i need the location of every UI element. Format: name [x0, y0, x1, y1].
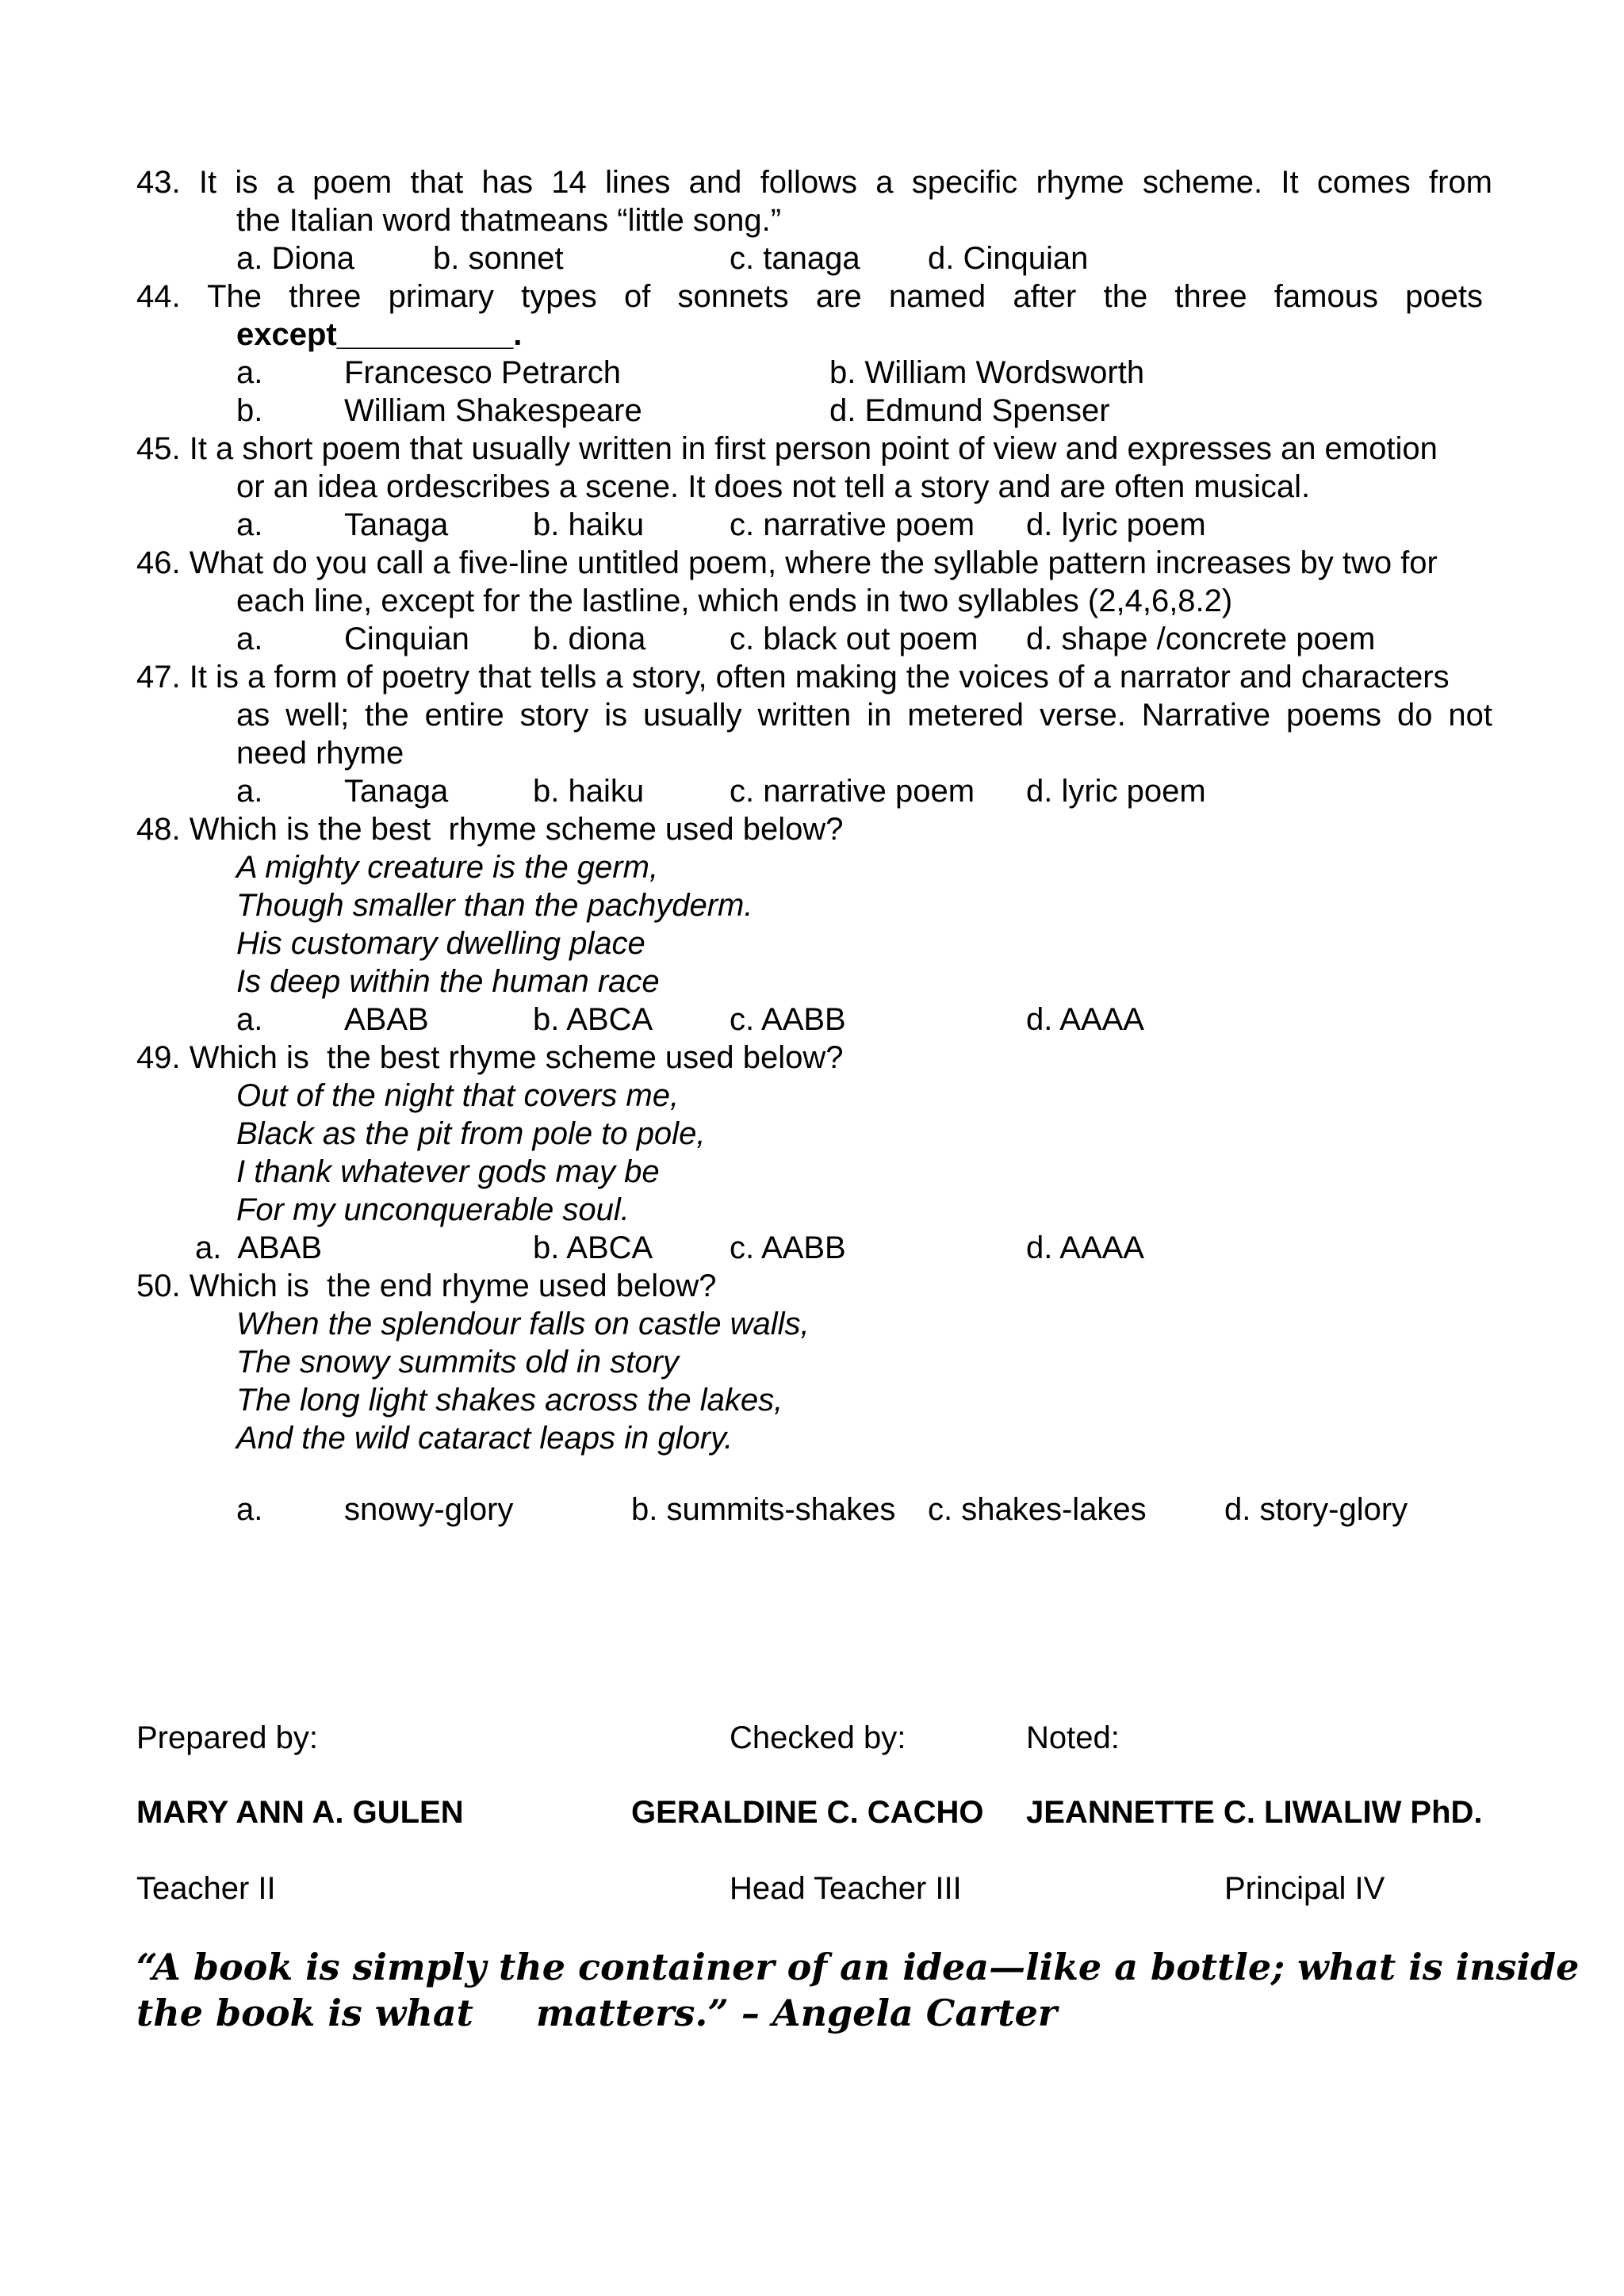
q47-stem-line2: as well; the entire story is usually written in metered verse. Narrative poems do not	[236, 698, 1492, 733]
q49-poem-line: Black as the pit from pole to pole,	[236, 1116, 706, 1151]
q50-poem-line: When the splendour falls on castle walls,	[236, 1307, 810, 1341]
q48-option-c: c. AABB	[730, 1002, 846, 1037]
q47-option-b: b. haiku	[533, 774, 645, 809]
q48-option-a: ABAB	[344, 1002, 429, 1037]
q49-poem-line: Out of the night that covers me,	[236, 1078, 680, 1113]
q48-poem-line: His customary dwelling place	[236, 926, 645, 961]
q44-option-d: d. Edmund Spenser	[829, 393, 1110, 428]
checked-by-title: Head Teacher III	[730, 1871, 962, 1906]
q47-option-c: c. narrative poem	[730, 774, 975, 809]
q48-option-b: b. ABCA	[533, 1002, 653, 1037]
q45-option-c: c. narrative poem	[730, 507, 975, 542]
q44-option-b: b. William Wordsworth	[829, 355, 1145, 390]
q50-option-b: b. summits-shakes	[631, 1492, 896, 1527]
q49-stem: 49. Which is the best rhyme scheme used below?	[136, 1040, 844, 1075]
q46-option-a-letter: a.	[236, 622, 263, 656]
q50-poem-line: And the wild cataract leaps in glory.	[236, 1421, 733, 1456]
q48-option-a-letter: a.	[236, 1002, 263, 1037]
q45-option-a-letter: a.	[236, 507, 263, 542]
q43-stem-line2: the Italian word thatmeans “little song.”	[236, 203, 782, 238]
q47-stem-line3: need rhyme	[236, 736, 404, 771]
q48-option-d: d. AAAA	[1026, 1002, 1144, 1037]
q46-option-c: c. black out poem	[730, 622, 979, 656]
q50-option-d: d. story-glory	[1224, 1492, 1408, 1527]
q45-option-b: b. haiku	[533, 507, 645, 542]
noted-title: Principal IV	[1224, 1871, 1385, 1906]
q48-poem-line: A mighty creature is the germ,	[236, 850, 659, 885]
q49-option-c: c. AABB	[730, 1230, 846, 1265]
closing-quote-line1: “A book is simply the container of an idea—like a bottle; what is inside	[136, 1946, 1580, 1988]
q50-poem-line: The long light shakes across the lakes,	[236, 1383, 783, 1418]
q48-stem: 48. Which is the best rhyme scheme used below?	[136, 812, 844, 847]
q43-option-c: c. tanaga	[730, 241, 860, 276]
q49-option-d: d. AAAA	[1026, 1230, 1144, 1265]
q46-stem-line1: 46. What do you call a five-line untitled poem, where the syllable pattern increases by two for	[136, 545, 1438, 580]
q50-poem-line: The snowy summits old in story	[236, 1345, 679, 1380]
q46-option-d: d. shape /concrete poem	[1026, 622, 1376, 656]
q45-stem-line1: 45. It a short poem that usually written in first person point of view and expresses an emotion	[136, 431, 1438, 466]
q48-poem-line: Though smaller than the pachyderm.	[236, 888, 753, 923]
noted-name: JEANNETTE C. LIWALIW PhD.	[1026, 1795, 1483, 1830]
q45-option-d: d. lyric poem	[1026, 507, 1206, 542]
q49-option-a: a. ABAB	[195, 1230, 323, 1265]
q47-option-a: Tanaga	[344, 774, 449, 809]
q44-option-a-letter: a.	[236, 355, 263, 390]
q46-option-a: Cinquian	[344, 622, 469, 656]
q50-option-a-letter: a.	[236, 1492, 263, 1527]
q50-option-c: c. shakes-lakes	[928, 1492, 1147, 1527]
q50-option-a: snowy-glory	[344, 1492, 514, 1527]
q47-option-a-letter: a.	[236, 774, 263, 809]
q47-stem-line1: 47. It is a form of poetry that tells a story, often making the voices of a narrator and characters	[136, 660, 1450, 695]
prepared-by-name: MARY ANN A. GULEN	[136, 1795, 464, 1830]
q43-option-d: d. Cinquian	[928, 241, 1089, 276]
prepared-by-label: Prepared by:	[136, 1720, 319, 1755]
q44-option-a: Francesco Petrarch	[344, 355, 622, 390]
q45-stem-line2: or an idea ordescribes a scene. It does not tell a story and are often musical.	[236, 469, 1311, 504]
checked-by-name: GERALDINE C. CACHO	[631, 1795, 984, 1830]
q43-option-a: a. Diona	[236, 241, 354, 276]
q48-poem-line: Is deep within the human race	[236, 964, 660, 999]
q50-stem: 50. Which is the end rhyme used below?	[136, 1269, 717, 1303]
q45-option-a: Tanaga	[344, 507, 449, 542]
noted-label: Noted:	[1026, 1720, 1120, 1755]
prepared-by-title: Teacher II	[136, 1871, 276, 1906]
q44-stem-line2: except__________.	[236, 317, 523, 352]
q43-option-b: b. sonnet	[433, 241, 564, 276]
q44-stem-line1: 44. The three primary types of sonnets are named after the three famous poets	[136, 279, 1483, 314]
q49-poem-line: I thank whatever gods may be	[236, 1154, 660, 1189]
q43-stem-line1: 43. It is a poem that has 14 lines and follows a specific rhyme scheme. It comes from	[136, 165, 1492, 200]
q44-option-c-letter: b.	[236, 393, 263, 428]
q46-stem-line2: each line, except for the lastline, which ends in two syllables (2,4,6,8.2)	[236, 584, 1233, 618]
closing-quote-line2a: the book is what	[136, 1992, 473, 2034]
q44-option-c: William Shakespeare	[344, 393, 642, 428]
closing-quote-line2b: matters.” – Angela Carter	[536, 1992, 1058, 2034]
q49-option-b: b. ABCA	[533, 1230, 653, 1265]
q46-option-b: b. diona	[533, 622, 646, 656]
q47-option-d: d. lyric poem	[1026, 774, 1206, 809]
checked-by-label: Checked by:	[730, 1720, 906, 1755]
q49-poem-line: For my unconquerable soul.	[236, 1192, 630, 1227]
